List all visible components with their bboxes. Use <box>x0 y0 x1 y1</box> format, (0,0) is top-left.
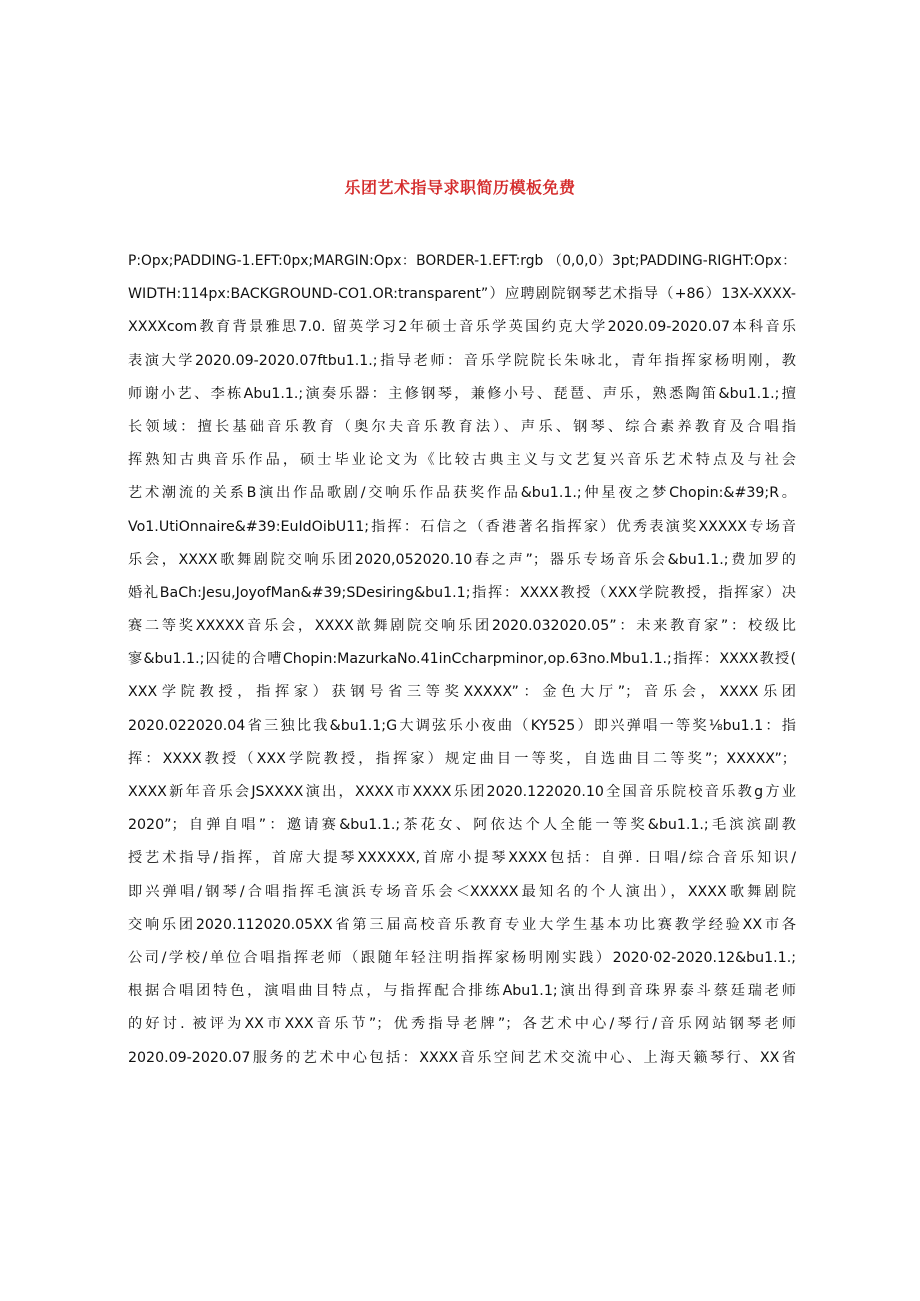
body-line: 挥：XXXX教授（XXX学院教授，指挥家）规定曲目一等奖，自选曲目二等奖”；XXXXX”； <box>128 750 796 767</box>
body-line: 长领域：擅长基础音乐教育（奥尔夫音乐教育法）、声乐、钢琴、综合素养教育及合唱指 <box>128 418 796 435</box>
body-line: 的好讨. 被评为XX市XXX音乐节”；优秀指导老牌”；各艺术中心/琴行/音乐网站钢琴老师 <box>128 1016 796 1033</box>
document-title: 乐团艺术指导求职简历模板免费 <box>344 178 576 197</box>
body-line: P:Opx;PADDING-1.EFT:0px;MARGIN:Opx：BORDER-1.EFT:rgb （0,0,0）3pt;PADDING-RIGHT:Opx： <box>128 253 796 269</box>
body-line: 交响乐团2020.112020.05XX省第三届高校音乐教育专业大学生基本功比赛教学经验XX市各 <box>128 916 796 933</box>
body-line: 艺术潮流的关系B演出作品歌剧/交响乐作品获奖作品&bu1.1.;仲星夜之梦Chopin:&#39;R。 <box>128 485 796 502</box>
body-line: XXXX新年音乐会JSXXXX演出，XXXX市XXXX乐团2020.122020.10全国音乐院校音乐教g方业 <box>128 784 796 800</box>
body-line: 乐会，XXXX歌舞剧院交响乐团2020,052020.10春之声”；器乐专场音乐会&bu1.1.;费加罗的 <box>128 551 796 568</box>
body-line: 2020”；自弹自唱”：邀请赛&bu1.1.;茶花女、阿依达个人全能一等奖&bu1.1.;毛滨滨副教 <box>128 817 796 834</box>
body-line: 赛二等奖XXXXX音乐会，XXXX歆舞剧院交响乐团2020.032020.05”：未来教育家”：校级比 <box>128 618 796 635</box>
body-line: 挥熟知古典音乐作品，硕士毕业论文为《比较古典主义与文艺复兴音乐艺术特点及与社会 <box>128 452 796 469</box>
body-line: 2020.022020.04省三独比我&bu1.1;G大调弦乐小夜曲（KY525）即兴弹唱一等奖⅛bu1.1：指 <box>128 717 796 734</box>
body-line: 根据合唱团特色，演唱曲目特点，与指挥配合排练Abu1.1;演出得到音珠界泰斗蔡廷瑞老师 <box>128 983 796 1000</box>
body-line: 寥&bu1.1.;囚徒的合嘈Chopin:MazurkaNo.41inCcharpminor,op.63no.Mbu1.1.;指挥：XXXX教授( <box>128 651 796 668</box>
body-line: WIDTH:114px:BACKGROUND-CO1.OR:transparent”）应聘剧院钢琴艺术指导（+86）13X-XXXX- <box>128 286 796 303</box>
document-body <box>128 245 796 1075</box>
body-line: 公司/学校/单位合唱指挥老师（跟随年轻注明指挥家杨明刚实践）2020·02-2020.12&bu1.1.; <box>128 949 796 966</box>
body-line: Vo1.UtiOnnaire&#39:EuIdOibU11;指挥：石信之（香港著名指挥家）优秀表演奖XXXXX专场音 <box>128 518 796 535</box>
body-line: 婚礼BaCh:Jesu,JoyofMan&#39;SDesiring&bu1.1;指挥：XXXX教授（XXX学院教授，指挥家）决 <box>128 584 796 601</box>
body-line: 即兴弹唱/钢琴/合唱指挥毛演浜专场音乐会＜XXXXX最知名的个人演出），XXXX歌舞剧院 <box>128 883 796 900</box>
body-line: 表演大学2020.09-2020.07ftbu1.1.;指导老师：音乐学院院长朱咏北，青年指挥家杨明刚，教 <box>128 352 796 369</box>
body-line: 师谢小艺、李栋Abu1.1.;演奏乐器：主修钢琴，兼修小号、琵琶、声乐，熟悉陶笛&bu1.1.;擅 <box>128 385 796 402</box>
body-line: 2020.09-2020.07服务的艺术中心包括：XXXX音乐空间艺术交流中心、上海天籁琴行、XX省 <box>128 1049 796 1066</box>
body-line: XXXXcom教育背景雅思7.0. 留英学习2年硕士音乐学英国约克大学2020.09-2020.07本科音乐 <box>128 319 796 336</box>
body-line: XXX学院教授，指挥家）获钢号省三等奖XXXXX”：金色大厅”；音乐会，XXXX乐团 <box>128 684 796 701</box>
body-line: 授艺术指导/指挥，首席大提琴XXXXXX,首席小提琴XXXX包括：自弹. 日唱/综合音乐知识/ <box>128 850 796 867</box>
